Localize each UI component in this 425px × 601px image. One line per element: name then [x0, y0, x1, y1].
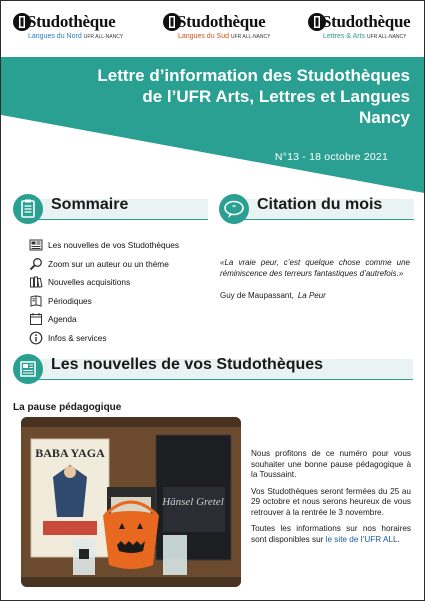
sommaire-heading: Sommaire	[51, 196, 129, 213]
magazine-icon	[29, 294, 43, 308]
title-line: Nancy	[358, 108, 410, 127]
logo-subtitle: Langues du Sud	[178, 33, 229, 40]
logo-ufr: UFR ALL-NANCY	[231, 34, 271, 40]
article-paragraph: Nous profitons de ce numéro pour vous souhaiter une bonne pause pédagogique à la Toussaint.	[251, 449, 411, 479]
toc-item-periodiques[interactable]	[29, 292, 209, 311]
toc-label: Périodiques	[48, 295, 92, 306]
toc-item-agenda[interactable]	[29, 310, 209, 329]
quote-text: «La vraie peur, c’est quelque chose comme une réminiscence des terreurs fantastiques d’autrefois.»	[220, 258, 410, 278]
quote-attribution	[220, 291, 326, 300]
article-text: .	[397, 534, 400, 544]
title-line: de l’UFR Arts, Lettres et Langues	[142, 87, 410, 106]
toc-label: Zoom sur un auteur ou un thème	[48, 258, 169, 269]
toc-item-acquisitions[interactable]	[29, 273, 209, 292]
toc-label: Les nouvelles de vos Studothèques	[48, 240, 180, 251]
article-text: Toutes les informations sur nos horaires sont disponibles sur	[251, 524, 411, 544]
citation-heading: Citation du mois	[257, 196, 383, 213]
article-body	[251, 449, 411, 551]
logo-subtitle: Lettres & Arts	[323, 33, 366, 40]
book-title-hansel-gretel: Hänsel Gretel	[162, 496, 224, 508]
newsletter-title	[30, 65, 410, 128]
toc-label: Agenda	[48, 314, 77, 325]
article-subheading: La pause pédagogique	[13, 402, 122, 413]
books-icon	[29, 275, 43, 289]
logo-name: Studothèque	[27, 12, 116, 31]
clipboard-icon	[13, 194, 43, 224]
logo-name: Studothèque	[177, 12, 266, 31]
calendar-icon	[29, 312, 43, 326]
halloween-books-photo	[21, 417, 241, 587]
newspaper-icon	[13, 354, 43, 384]
toc-item-zoom[interactable]	[29, 255, 209, 274]
magnifier-icon	[29, 257, 43, 271]
quote-work: La Peur	[297, 291, 326, 300]
citation-header	[219, 194, 414, 224]
ufr-site-link[interactable]: le site de l’UFR ALL	[325, 534, 398, 544]
toc-item-infos[interactable]	[29, 329, 209, 348]
speech-bubble-icon	[219, 194, 249, 224]
quote-author: Guy de Maupassant,	[220, 291, 294, 300]
info-icon	[29, 331, 43, 345]
svg-text:": "	[232, 204, 236, 213]
logo-name: Studothèque	[322, 12, 411, 31]
book-title-baba-yaga: BABA YAGA	[35, 446, 105, 460]
toc-label: Infos & services	[48, 332, 107, 343]
newspaper-icon	[29, 238, 43, 252]
article-paragraph	[251, 524, 411, 545]
issue-number: N°13 - 18 octobre 2021	[274, 151, 388, 163]
logo-subtitle: Langues du Nord	[28, 33, 82, 40]
toc-label: Nouvelles acquisitions	[48, 277, 131, 288]
toc-item-nouvelles[interactable]	[29, 236, 209, 255]
title-line: Lettre d’information des Studothèques	[97, 66, 410, 85]
sommaire-header	[13, 194, 208, 224]
article-paragraph: Vos Studothèques seront fermées du 25 au 29 octobre et nous serons heureux de vous retrouver à la rentrée le 3 novembre.	[251, 486, 411, 517]
nouvelles-heading: Les nouvelles de vos Studothèques	[51, 356, 324, 373]
logo-row	[1, 9, 424, 51]
nouvelles-header	[13, 354, 413, 384]
logo-ufr: UFR ALL-NANCY	[83, 34, 124, 40]
header-banner	[1, 57, 424, 193]
logo-ufr: UFR ALL-NANCY	[367, 34, 407, 40]
sommaire-list	[29, 236, 209, 347]
